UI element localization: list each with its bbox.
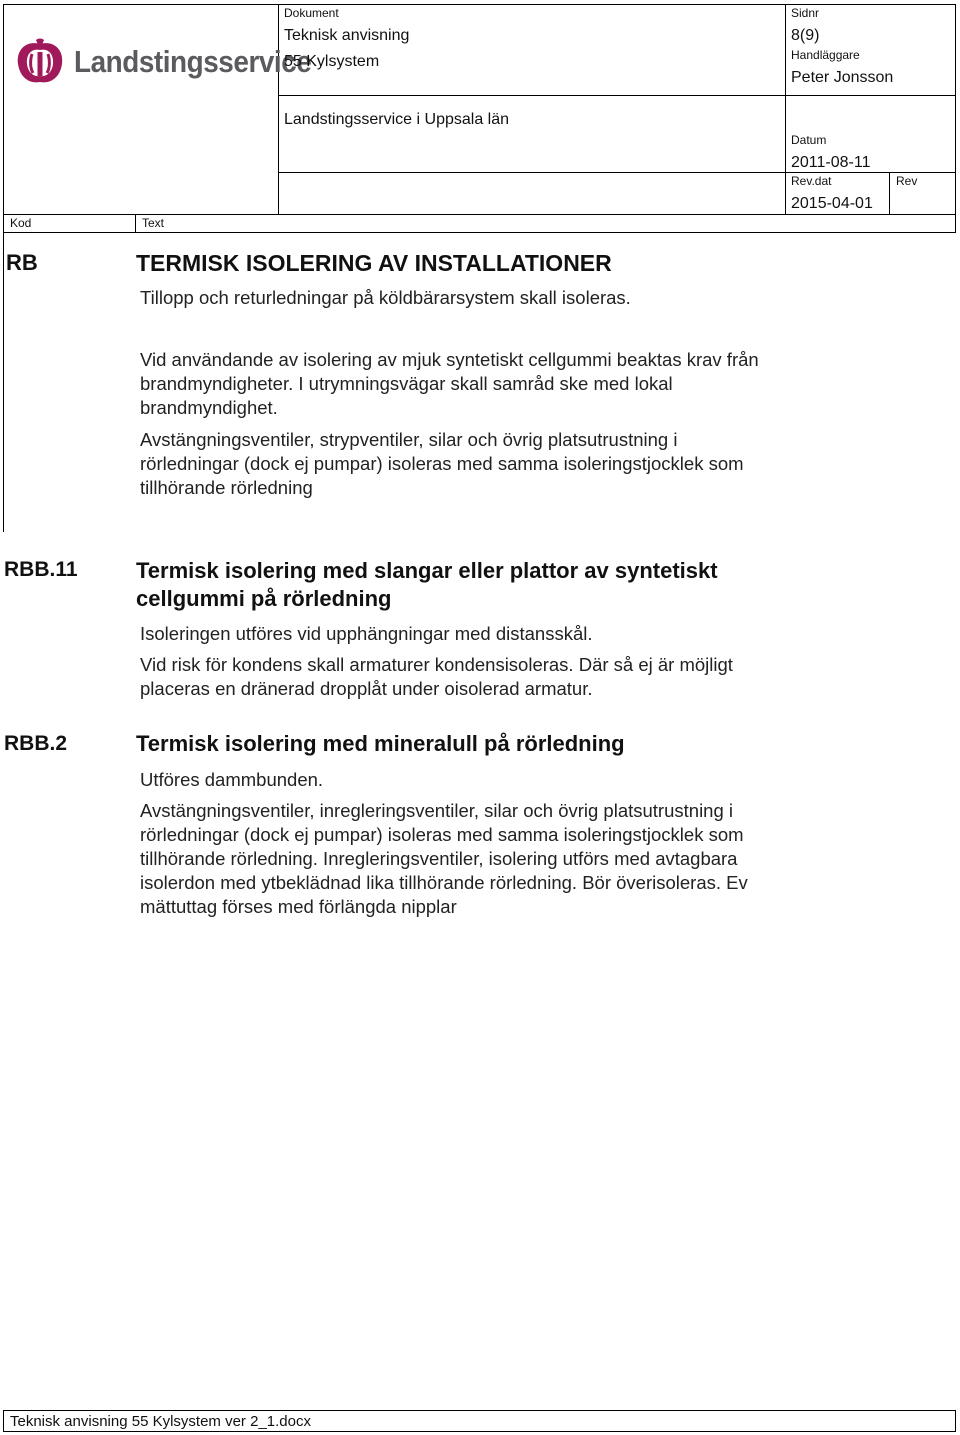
section-title-line: Termisk isolering med slangar eller plattor av syntetiskt (136, 558, 718, 583)
handlaggare-value: Peter Jonsson (791, 69, 894, 86)
header-divider-datum (278, 172, 956, 173)
dokument-label: Dokument (284, 6, 339, 20)
header-kod-divider (135, 214, 136, 232)
section-title: Termisk isolering med mineralull på rörledning (136, 731, 625, 756)
revdat-label: Rev.dat (791, 174, 832, 188)
paragraph-line: tillhörande rörledning (140, 477, 313, 498)
footer-filename: Teknisk anvisning 55 Kylsystem ver 2_1.docx (10, 1413, 311, 1430)
landstingsservice-logo (14, 38, 312, 88)
datum-label: Datum (791, 133, 827, 147)
organization-name: Landstingsservice i Uppsala län (284, 111, 510, 128)
paragraph-line: Avstängningsventiler, inregleringsventiler, silar och övrig platsutrustning i (140, 800, 734, 821)
header-left-border (3, 4, 4, 232)
rev-label: Rev (896, 174, 918, 188)
text-label: Text (142, 216, 165, 230)
section-code: RBB.11 (4, 558, 78, 581)
datum-value: 2011-08-11 (791, 154, 871, 171)
header-col-divider-2 (785, 4, 786, 215)
paragraph-line: tillhörande rörledning. Inregleringsventiler, isolering utförs med avtagbara (140, 848, 738, 869)
paragraph-line: brandmyndigheter. I utrymningsvägar skall samråd ske med lokal (140, 373, 673, 394)
sidnr-value: 8(9) (791, 27, 820, 44)
section-title: TERMISK ISOLERING AV INSTALLATIONER (136, 250, 612, 276)
revdat-value: 2015-04-01 (791, 195, 873, 212)
sidnr-label: Sidnr (791, 6, 820, 20)
dokument-title: Teknisk anvisning (284, 27, 410, 44)
paragraph-line: placeras en dränerad dropplåt under oisolerad armatur. (140, 678, 593, 699)
header-top-border (3, 4, 956, 5)
header-col-divider-rev (889, 172, 890, 215)
logo-mark-icon (14, 38, 66, 86)
header-divider-handlaggare (785, 95, 956, 96)
handlaggare-label: Handläggare (791, 48, 860, 62)
paragraph-line: brandmyndighet. (140, 397, 278, 418)
logo-wordmark: Landstingsservice (74, 44, 312, 79)
paragraph-line: Vid risk för kondens skall armaturer kondensisoleras. Där så ej är möjligt (140, 654, 733, 675)
section-code: RBB.2 (4, 732, 68, 755)
paragraph-line: Vid användande av isolering av mjuk syntetiskt cellgummi beaktas krav från (140, 349, 759, 370)
header-divider-org (278, 95, 785, 96)
paragraph-line: rörledningar (dock ej pumpar) isoleras med samma isoleringstjocklek som (140, 824, 744, 845)
kod-label: Kod (10, 216, 32, 230)
header-bottom-border (3, 232, 956, 233)
footer (3, 1410, 956, 1432)
header-col-divider-1 (278, 4, 279, 215)
header-divider-kod (3, 214, 956, 215)
header-right-border (955, 4, 956, 232)
paragraph: Utföres dammbunden. (140, 769, 324, 790)
paragraph-line: mättuttag förses med förlängda nipplar (140, 896, 457, 917)
paragraph-line: Avstängningsventiler, strypventiler, silar och övrig platsutrustning i (140, 429, 678, 450)
left-margin-line (3, 232, 4, 532)
section-code: RB (6, 250, 38, 275)
paragraph: Isoleringen utföres vid upphängningar med distansskål. (140, 623, 593, 644)
paragraph-line: rörledningar (dock ej pumpar) isoleras med samma isoleringstjocklek som (140, 453, 744, 474)
section-title-line: cellgummi på rörledning (136, 586, 392, 611)
paragraph-line: isolerdon med ytbeklädnad lika tillhörande rörledning. Bör överisoleras. Ev (140, 872, 748, 893)
paragraph: Tillopp och returledningar på köldbärarsystem skall isoleras. (140, 287, 631, 308)
dokument-subtitle: 55 Kylsystem (284, 53, 380, 70)
